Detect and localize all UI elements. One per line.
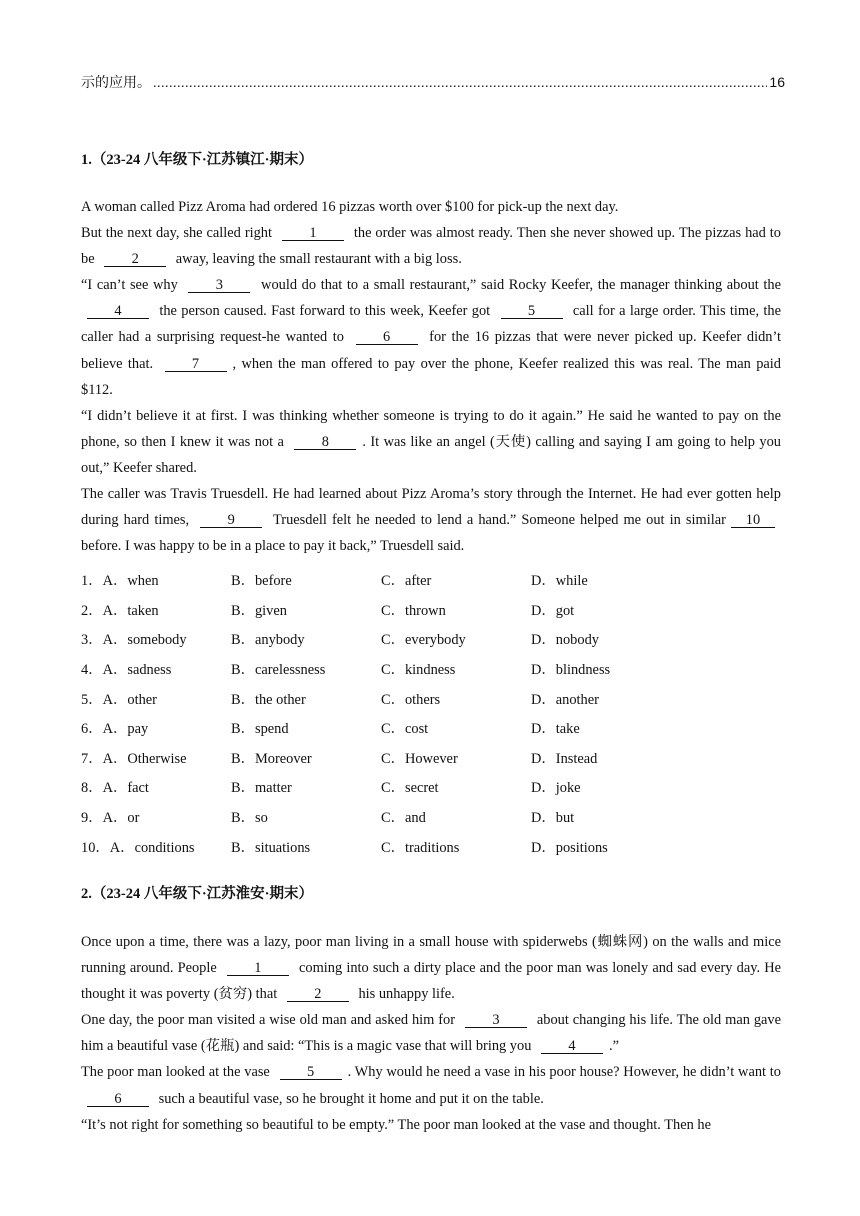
- option-choice[interactable]: D．take: [531, 721, 580, 738]
- passage-text: “I can’t see why: [81, 277, 183, 294]
- option-row: [81, 743, 781, 773]
- option-choice[interactable]: 10．A．conditions: [81, 839, 195, 856]
- blank-2[interactable]: 2: [104, 252, 166, 267]
- option-row: [81, 772, 781, 802]
- option-choice[interactable]: D．blindness: [531, 662, 611, 679]
- option-choice[interactable]: 1．A．when: [81, 573, 159, 590]
- paragraph: [81, 1112, 781, 1138]
- option-choice[interactable]: D．but: [531, 810, 575, 827]
- passage-text: .”: [609, 1038, 619, 1055]
- blank-5[interactable]: 5: [280, 1065, 342, 1080]
- option-choice[interactable]: B．the other: [231, 691, 306, 708]
- option-choice[interactable]: 5．A．other: [81, 691, 157, 708]
- toc-page-number: 16: [769, 74, 785, 90]
- blank-5[interactable]: 5: [501, 304, 563, 319]
- passage-text: Truesdell felt he needed to lend a hand.” Someone helped me out in similar: [268, 512, 731, 529]
- blank-7[interactable]: 7: [165, 357, 227, 372]
- blank-9[interactable]: 9: [200, 513, 262, 528]
- blank-1[interactable]: 1: [227, 961, 289, 976]
- option-choice[interactable]: C．everybody: [381, 632, 466, 649]
- option-choice[interactable]: B．before: [231, 573, 292, 590]
- passage-text: his unhappy life.: [354, 986, 455, 1003]
- option-row: [81, 831, 781, 861]
- question-2-heading: 2.（23-24 八年级下·江苏淮安·期末）: [81, 886, 313, 902]
- passage-text: The poor man looked at the vase: [81, 1064, 274, 1081]
- option-choice[interactable]: B．Moreover: [231, 750, 312, 767]
- passage-text: . Why would he need a vase in his poor house? However, he didn’t want to: [347, 1064, 781, 1081]
- option-choice[interactable]: C．and: [381, 810, 426, 827]
- passage-text: Once upon a time, there was a lazy, poor man living in a small house with spiderwebs (蜘蛛网) on the walls and mice running around. People: [81, 934, 781, 977]
- option-row: [81, 713, 781, 743]
- paragraph: [81, 481, 781, 559]
- blank-1[interactable]: 1: [282, 226, 344, 241]
- option-choice[interactable]: B．carelessness: [231, 662, 326, 679]
- question-2-passage: [81, 929, 781, 1138]
- blank-6[interactable]: 6: [87, 1092, 149, 1107]
- option-choice[interactable]: D．nobody: [531, 632, 599, 649]
- paragraph: [81, 272, 781, 402]
- option-row: [81, 683, 781, 713]
- paragraph: [81, 929, 781, 1007]
- passage-text: such a beautiful vase, so he brought it home and put it on the table.: [155, 1090, 544, 1107]
- option-choice[interactable]: D．joke: [531, 780, 581, 797]
- passage-text: would do that to a small restaurant,” said Rocky Keefer, the manager thinking about the: [256, 277, 781, 294]
- option-choice[interactable]: C．thrown: [381, 602, 446, 619]
- option-choice[interactable]: D．while: [531, 573, 588, 590]
- blank-2[interactable]: 2: [287, 987, 349, 1002]
- option-row: [81, 654, 781, 684]
- option-choice[interactable]: C．However: [381, 750, 458, 767]
- question-1-heading: 1.（23-24 八年级下·江苏镇江·期末）: [81, 152, 313, 168]
- passage-text: before. I was happy to be in a place to pay it back,” Truesdell said.: [81, 538, 465, 555]
- blank-10[interactable]: 10: [731, 513, 775, 528]
- option-choice[interactable]: B．so: [231, 810, 268, 827]
- option-choice[interactable]: 9．A．or: [81, 810, 140, 827]
- option-choice[interactable]: C．others: [381, 691, 441, 708]
- option-row: [81, 565, 781, 595]
- paragraph: [81, 403, 781, 481]
- blank-8[interactable]: 8: [294, 435, 356, 450]
- option-choice[interactable]: C．cost: [381, 721, 429, 738]
- option-choice[interactable]: D．got: [531, 602, 575, 619]
- passage-text: call for a large order. This time, the caller had a surprising request-he wanted to: [81, 303, 781, 346]
- paragraph: [81, 1007, 781, 1059]
- option-row: [81, 802, 781, 832]
- passage-text: , when the man offered to pay over the phone, Keefer realized this was real. The man paid $112.: [81, 355, 781, 398]
- toc-leader-dots: [153, 76, 767, 92]
- blank-3[interactable]: 3: [465, 1013, 527, 1028]
- option-choice[interactable]: C．secret: [381, 780, 439, 797]
- option-choice[interactable]: 3．A．somebody: [81, 632, 187, 649]
- blank-3[interactable]: 3: [188, 278, 250, 293]
- paragraph: [81, 194, 781, 220]
- option-choice[interactable]: B．anybody: [231, 632, 305, 649]
- blank-6[interactable]: 6: [356, 330, 418, 345]
- option-choice[interactable]: B．situations: [231, 839, 311, 856]
- passage-text: But the next day, she called right: [81, 225, 276, 242]
- option-choice[interactable]: D．positions: [531, 839, 608, 856]
- passage-text: One day, the poor man visited a wise old man and asked him for: [81, 1012, 459, 1029]
- option-choice[interactable]: D．another: [531, 691, 599, 708]
- paragraph: [81, 220, 781, 272]
- option-row: [81, 595, 781, 625]
- passage-text: for the 16 pizzas that were never picked up. Keefer didn’t believe that.: [81, 329, 781, 372]
- option-row: [81, 624, 781, 654]
- passage-text: “It’s not right for something so beautiful to be empty.” The poor man looked at the vase and thought. Then he: [81, 1116, 711, 1133]
- option-choice[interactable]: C．kindness: [381, 662, 456, 679]
- option-choice[interactable]: D．Instead: [531, 750, 598, 767]
- option-choice[interactable]: B．matter: [231, 780, 292, 797]
- paragraph: [81, 1059, 781, 1111]
- blank-4[interactable]: 4: [87, 304, 149, 319]
- option-choice[interactable]: 2．A．taken: [81, 602, 159, 619]
- toc-text: 示的应用。: [81, 76, 151, 91]
- passage-text: the person caused. Fast forward to this week, Keefer got: [155, 303, 495, 320]
- option-choice[interactable]: B．spend: [231, 721, 289, 738]
- option-choice[interactable]: 8．A．fact: [81, 780, 149, 797]
- question-1-options: [81, 565, 781, 861]
- blank-4[interactable]: 4: [541, 1039, 603, 1054]
- passage-text: A woman called Pizz Aroma had ordered 16 pizzas worth over $100 for pick-up the next day.: [81, 199, 619, 215]
- option-choice[interactable]: B．given: [231, 602, 287, 619]
- option-choice[interactable]: C．traditions: [381, 839, 460, 856]
- passage-text: about changing his life. The old man gave him a beautiful vase (花瓶) and said: “This is a magic vase that will bring you: [81, 1012, 782, 1055]
- passage-text: coming into such a dirty place and the poor man was lonely and sad every day. He thought it was poverty (贫穷) that: [81, 960, 781, 1003]
- passage-text: . It was like an angel (天使) calling and saying I am going to help you out,” Keefer shared.: [81, 433, 781, 476]
- question-1-passage: [81, 194, 781, 559]
- passage-text: away, leaving the small restaurant with a big loss.: [172, 251, 462, 268]
- option-choice[interactable]: 6．A．pay: [81, 721, 149, 738]
- toc-entry[interactable]: [81, 72, 785, 92]
- option-choice[interactable]: C．after: [381, 573, 432, 590]
- option-choice[interactable]: 4．A．sadness: [81, 662, 172, 679]
- option-choice[interactable]: 7．A．Otherwise: [81, 750, 187, 767]
- passage-text: the order was almost ready. Then she never showed up. The pizzas had to be: [81, 225, 781, 268]
- passage-text: “I didn’t believe it at first. I was thinking whether someone is trying to do it again.” He said he wanted to pay on the phone, so then I knew it was not a: [81, 407, 781, 450]
- passage-text: The caller was Travis Truesdell. He had learned about Pizz Aroma’s story through the Internet. He had ever gotten help during hard times,: [81, 486, 781, 529]
